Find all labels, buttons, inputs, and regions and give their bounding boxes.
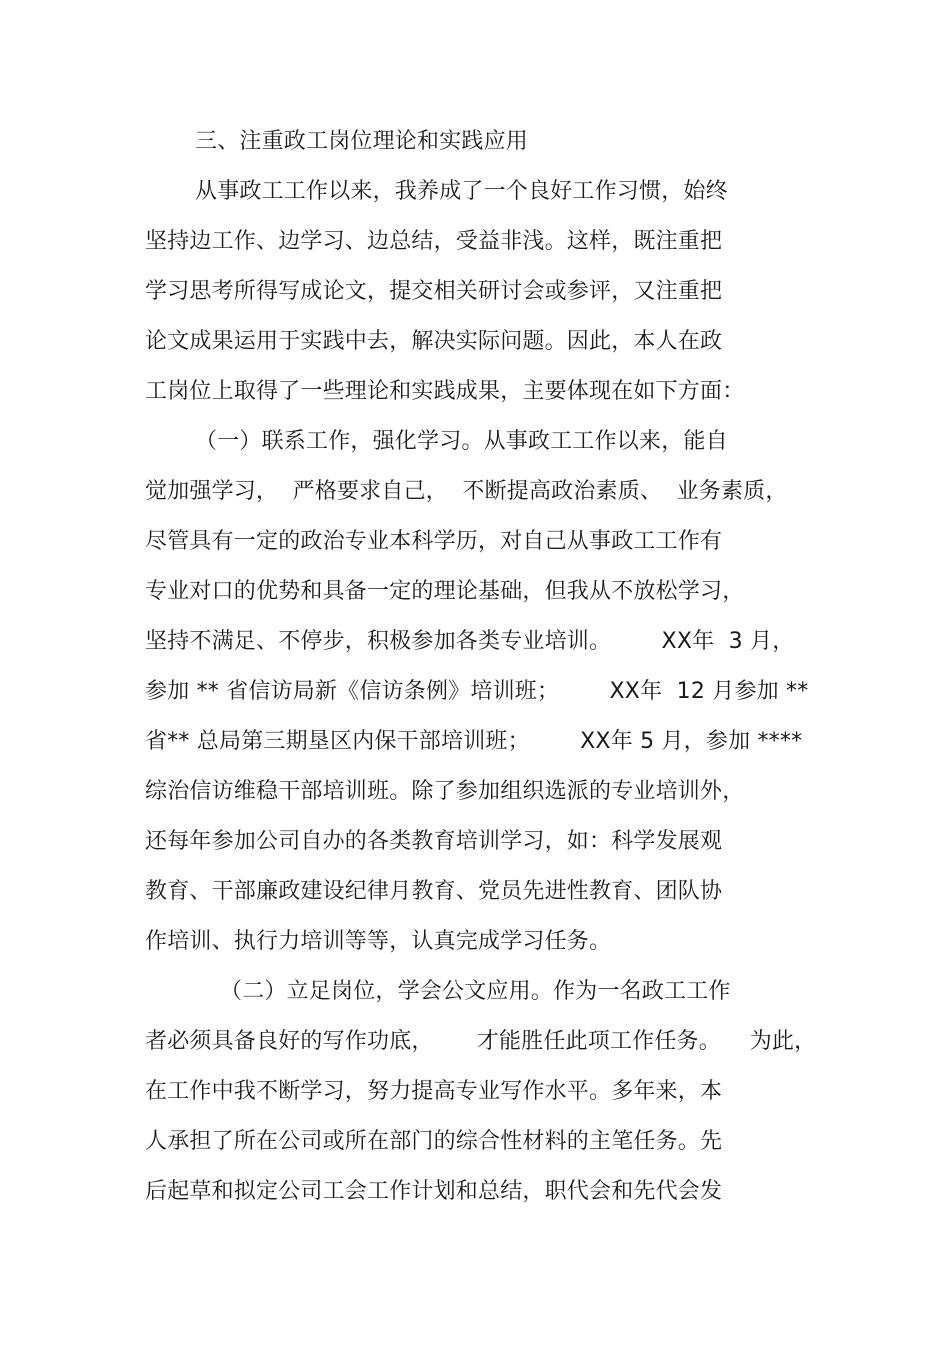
paragraph-line: 省** 总局第三期垦区内保干部培训班； XX年 5 月，参加 **** <box>145 729 803 754</box>
paragraph-line: 作培训、执行力培训等等，认真完成学习任务。 <box>145 929 612 954</box>
paragraph-line: 后起草和拟定公司工会工作计划和总结，职代会和先代会发 <box>145 1179 723 1204</box>
paragraph-line: 尽管具有一定的政治专业本科学历，对自己从事政工工作有 <box>145 529 723 554</box>
paragraph-line: 从事政工工作以来，我养成了一个良好工作习惯，始终 <box>195 179 728 204</box>
paragraph-line: 者必须具备良好的写作功底， 才能胜任此项工作任务。 为此， <box>145 1029 817 1054</box>
paragraph-line: 坚持边工作、边学习、边总结，受益非浅。这样，既注重把 <box>145 229 723 254</box>
paragraph-line: 综治信访维稳干部培训班。除了参加组织选派的专业培训外， <box>145 779 745 804</box>
paragraph-line: 工岗位上取得了一些理论和实践成果，主要体现在如下方面： <box>145 379 745 404</box>
paragraph-line: 论文成果运用于实践中去，解决实际问题。因此，本人在政 <box>145 329 723 354</box>
paragraph-line: 还每年参加公司自办的各类教育培训学习，如：科学发展观 <box>145 829 723 854</box>
paragraph-line: 觉加强学习， 严格要求自己， 不断提高政治素质、 业务素质， <box>145 479 788 504</box>
paragraph-line: 人承担了所在公司或所在部门的综合性材料的主笔任务。先 <box>145 1129 723 1154</box>
paragraph-line: 专业对口的优势和具备一定的理论基础，但我从不放松学习， <box>145 579 745 604</box>
paragraph-line: 在工作中我不断学习，努力提高专业写作水平。多年来，本 <box>145 1079 723 1104</box>
paragraph-line: 坚持不满足、不停步，积极参加各类专业培训。 XX年 3 月， <box>145 629 795 654</box>
section-heading: 三、注重政工岗位理论和实践应用 <box>195 129 529 154</box>
subsection-heading-line: （一）联系工作，强化学习。从事政工工作以来，能自 <box>195 429 728 454</box>
paragraph-line: 参加 ** 省信访局新《信访条例》培训班； XX年 12 月参加 ** <box>145 679 809 704</box>
paragraph-line: 教育、干部廉政建设纪律月教育、党员先进性教育、团队协 <box>145 879 723 904</box>
subsection-heading-line: （二）立足岗位，学会公文应用。作为一名政工工作 <box>220 979 731 1004</box>
paragraph-line: 学习思考所得写成论文，提交相关研讨会或参评，又注重把 <box>145 279 723 304</box>
